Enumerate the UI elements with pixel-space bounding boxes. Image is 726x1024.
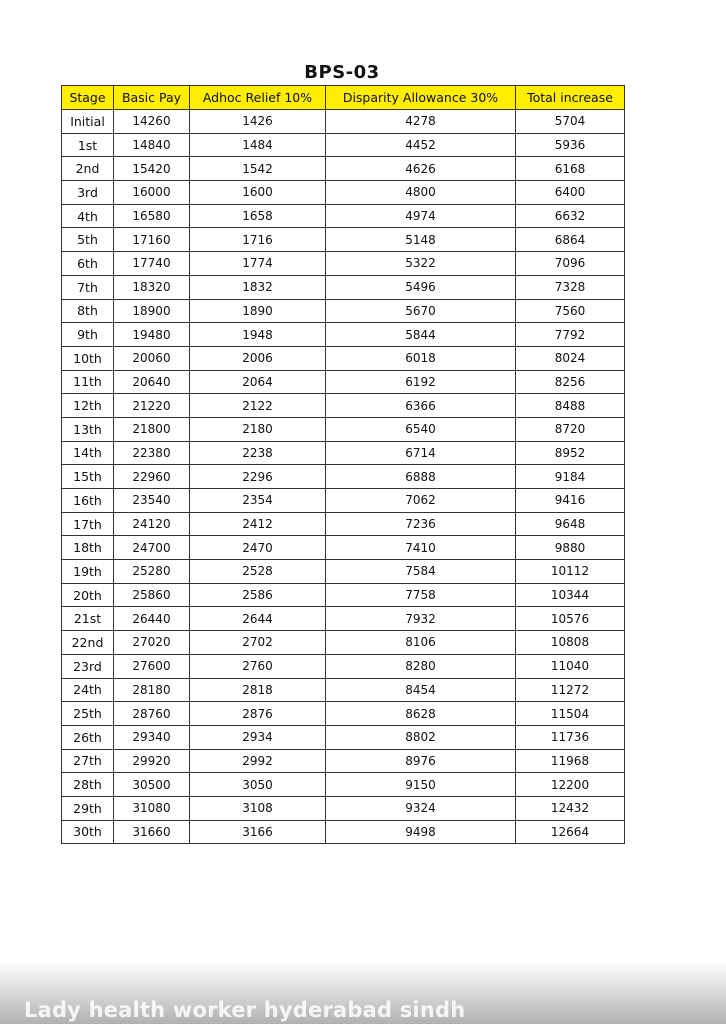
cell-basic-pay: 30500 [114,773,190,797]
cell-disparity-allowance: 5496 [326,275,516,299]
cell-adhoc-relief: 1948 [190,323,326,347]
cell-total-increase: 8024 [516,346,625,370]
cell-stage: Initial [62,110,114,134]
cell-stage: 28th [62,773,114,797]
cell-disparity-allowance: 9498 [326,820,516,844]
table-row [62,796,625,820]
cell-total-increase: 9416 [516,489,625,513]
cell-stage: 17th [62,512,114,536]
cell-basic-pay: 27600 [114,654,190,678]
table-row [62,370,625,394]
cell-total-increase: 10576 [516,607,625,631]
cell-disparity-allowance: 4626 [326,157,516,181]
table-row [62,110,625,134]
table-row [62,583,625,607]
cell-stage: 22nd [62,631,114,655]
table-row [62,157,625,181]
cell-disparity-allowance: 7410 [326,536,516,560]
cell-disparity-allowance: 4800 [326,181,516,205]
cell-adhoc-relief: 2296 [190,465,326,489]
cell-adhoc-relief: 3050 [190,773,326,797]
cell-stage: 27th [62,749,114,773]
cell-adhoc-relief: 2122 [190,394,326,418]
cell-disparity-allowance: 4452 [326,133,516,157]
cell-disparity-allowance: 8106 [326,631,516,655]
cell-stage: 6th [62,252,114,276]
cell-disparity-allowance: 4974 [326,204,516,228]
cell-basic-pay: 18320 [114,275,190,299]
cell-basic-pay: 28760 [114,702,190,726]
cell-disparity-allowance: 8976 [326,749,516,773]
cell-adhoc-relief: 2180 [190,417,326,441]
cell-total-increase: 9184 [516,465,625,489]
table-row [62,702,625,726]
table-row [62,394,625,418]
table-row [62,346,625,370]
cell-disparity-allowance: 5670 [326,299,516,323]
cell-adhoc-relief: 1890 [190,299,326,323]
cell-disparity-allowance: 6888 [326,465,516,489]
cell-basic-pay: 25860 [114,583,190,607]
cell-adhoc-relief: 2412 [190,512,326,536]
cell-basic-pay: 28180 [114,678,190,702]
cell-basic-pay: 31080 [114,796,190,820]
cell-stage: 23rd [62,654,114,678]
table-row [62,417,625,441]
cell-total-increase: 7096 [516,252,625,276]
cell-total-increase: 11736 [516,725,625,749]
cell-adhoc-relief: 2470 [190,536,326,560]
cell-disparity-allowance: 9324 [326,796,516,820]
cell-adhoc-relief: 1658 [190,204,326,228]
cell-disparity-allowance: 5148 [326,228,516,252]
cell-total-increase: 5704 [516,110,625,134]
cell-total-increase: 11272 [516,678,625,702]
cell-adhoc-relief: 3166 [190,820,326,844]
cell-stage: 20th [62,583,114,607]
table-row [62,323,625,347]
cell-total-increase: 7792 [516,323,625,347]
cell-stage: 2nd [62,157,114,181]
cell-stage: 9th [62,323,114,347]
table-row [62,181,625,205]
cell-stage: 8th [62,299,114,323]
table-row [62,536,625,560]
column-header-total-increase: Total increase [516,86,625,110]
cell-basic-pay: 15420 [114,157,190,181]
cell-basic-pay: 22380 [114,441,190,465]
cell-total-increase: 8720 [516,417,625,441]
cell-adhoc-relief: 1600 [190,181,326,205]
cell-basic-pay: 17740 [114,252,190,276]
cell-basic-pay: 20060 [114,346,190,370]
table-body [62,110,625,844]
cell-total-increase: 10344 [516,583,625,607]
cell-basic-pay: 17160 [114,228,190,252]
cell-stage: 16th [62,489,114,513]
cell-adhoc-relief: 2586 [190,583,326,607]
cell-stage: 1st [62,133,114,157]
cell-stage: 26th [62,725,114,749]
cell-stage: 7th [62,275,114,299]
cell-adhoc-relief: 1484 [190,133,326,157]
table-row [62,228,625,252]
cell-adhoc-relief: 3108 [190,796,326,820]
cell-adhoc-relief: 2006 [190,346,326,370]
table-row [62,631,625,655]
cell-stage: 30th [62,820,114,844]
table-row [62,133,625,157]
cell-total-increase: 6400 [516,181,625,205]
cell-total-increase: 7328 [516,275,625,299]
cell-total-increase: 6864 [516,228,625,252]
cell-basic-pay: 23540 [114,489,190,513]
cell-disparity-allowance: 7236 [326,512,516,536]
cell-disparity-allowance: 4278 [326,110,516,134]
table-row [62,489,625,513]
cell-stage: 25th [62,702,114,726]
table-row [62,252,625,276]
footer-overlay [0,960,726,1024]
cell-adhoc-relief: 1542 [190,157,326,181]
cell-adhoc-relief: 2702 [190,631,326,655]
cell-stage: 3rd [62,181,114,205]
cell-adhoc-relief: 1426 [190,110,326,134]
table-row [62,678,625,702]
cell-adhoc-relief: 1716 [190,228,326,252]
cell-total-increase: 8488 [516,394,625,418]
table-row [62,607,625,631]
cell-basic-pay: 14260 [114,110,190,134]
cell-total-increase: 6632 [516,204,625,228]
cell-total-increase: 12664 [516,820,625,844]
cell-total-increase: 9880 [516,536,625,560]
cell-total-increase: 10112 [516,560,625,584]
cell-adhoc-relief: 2992 [190,749,326,773]
column-header-basic-pay: Basic Pay [114,86,190,110]
cell-basic-pay: 21220 [114,394,190,418]
cell-disparity-allowance: 6366 [326,394,516,418]
cell-basic-pay: 18900 [114,299,190,323]
cell-total-increase: 6168 [516,157,625,181]
cell-adhoc-relief: 1774 [190,252,326,276]
cell-adhoc-relief: 2354 [190,489,326,513]
table-row [62,654,625,678]
cell-total-increase: 11504 [516,702,625,726]
cell-stage: 29th [62,796,114,820]
cell-stage: 4th [62,204,114,228]
cell-stage: 18th [62,536,114,560]
table-row [62,275,625,299]
cell-disparity-allowance: 7758 [326,583,516,607]
table-row [62,512,625,536]
cell-basic-pay: 24700 [114,536,190,560]
cell-total-increase: 11968 [516,749,625,773]
cell-adhoc-relief: 2876 [190,702,326,726]
cell-total-increase: 12200 [516,773,625,797]
cell-basic-pay: 16000 [114,181,190,205]
cell-adhoc-relief: 2934 [190,725,326,749]
cell-total-increase: 5936 [516,133,625,157]
table-row [62,749,625,773]
table-row [62,725,625,749]
cell-adhoc-relief: 1832 [190,275,326,299]
cell-basic-pay: 19480 [114,323,190,347]
table-row [62,441,625,465]
cell-adhoc-relief: 2528 [190,560,326,584]
cell-disparity-allowance: 5844 [326,323,516,347]
cell-disparity-allowance: 6540 [326,417,516,441]
table-row [62,560,625,584]
cell-stage: 5th [62,228,114,252]
cell-basic-pay: 14840 [114,133,190,157]
cell-disparity-allowance: 7062 [326,489,516,513]
cell-total-increase: 7560 [516,299,625,323]
cell-total-increase: 10808 [516,631,625,655]
cell-disparity-allowance: 6192 [326,370,516,394]
cell-basic-pay: 20640 [114,370,190,394]
cell-total-increase: 8952 [516,441,625,465]
cell-basic-pay: 24120 [114,512,190,536]
cell-stage: 11th [62,370,114,394]
cell-basic-pay: 22960 [114,465,190,489]
table-row [62,299,625,323]
cell-basic-pay: 27020 [114,631,190,655]
cell-disparity-allowance: 6714 [326,441,516,465]
column-header-stage: Stage [62,86,114,110]
cell-basic-pay: 31660 [114,820,190,844]
cell-basic-pay: 29920 [114,749,190,773]
cell-total-increase: 11040 [516,654,625,678]
table-row [62,204,625,228]
cell-disparity-allowance: 7584 [326,560,516,584]
column-header-adhoc-relief: Adhoc Relief 10% [190,86,326,110]
cell-disparity-allowance: 8280 [326,654,516,678]
cell-adhoc-relief: 2760 [190,654,326,678]
cell-total-increase: 9648 [516,512,625,536]
table-row [62,773,625,797]
cell-adhoc-relief: 2238 [190,441,326,465]
document-title: BPS-03 [304,62,380,83]
cell-disparity-allowance: 6018 [326,346,516,370]
cell-basic-pay: 26440 [114,607,190,631]
cell-adhoc-relief: 2644 [190,607,326,631]
cell-stage: 14th [62,441,114,465]
cell-basic-pay: 29340 [114,725,190,749]
cell-stage: 13th [62,417,114,441]
cell-stage: 19th [62,560,114,584]
column-header-disparity-allowance: Disparity Allowance 30% [326,86,516,110]
cell-disparity-allowance: 8454 [326,678,516,702]
cell-stage: 21st [62,607,114,631]
cell-stage: 15th [62,465,114,489]
cell-basic-pay: 21800 [114,417,190,441]
cell-stage: 24th [62,678,114,702]
table-header-row [62,86,625,110]
cell-disparity-allowance: 7932 [326,607,516,631]
cell-disparity-allowance: 8628 [326,702,516,726]
cell-total-increase: 8256 [516,370,625,394]
pay-scale-table [61,85,625,844]
cell-stage: 10th [62,346,114,370]
table-row [62,820,625,844]
cell-disparity-allowance: 8802 [326,725,516,749]
watermark-text: Lady health worker hyderabad sindh [24,998,466,1022]
cell-basic-pay: 25280 [114,560,190,584]
cell-adhoc-relief: 2818 [190,678,326,702]
cell-disparity-allowance: 9150 [326,773,516,797]
table-row [62,465,625,489]
cell-adhoc-relief: 2064 [190,370,326,394]
cell-basic-pay: 16580 [114,204,190,228]
cell-stage: 12th [62,394,114,418]
cell-disparity-allowance: 5322 [326,252,516,276]
cell-total-increase: 12432 [516,796,625,820]
